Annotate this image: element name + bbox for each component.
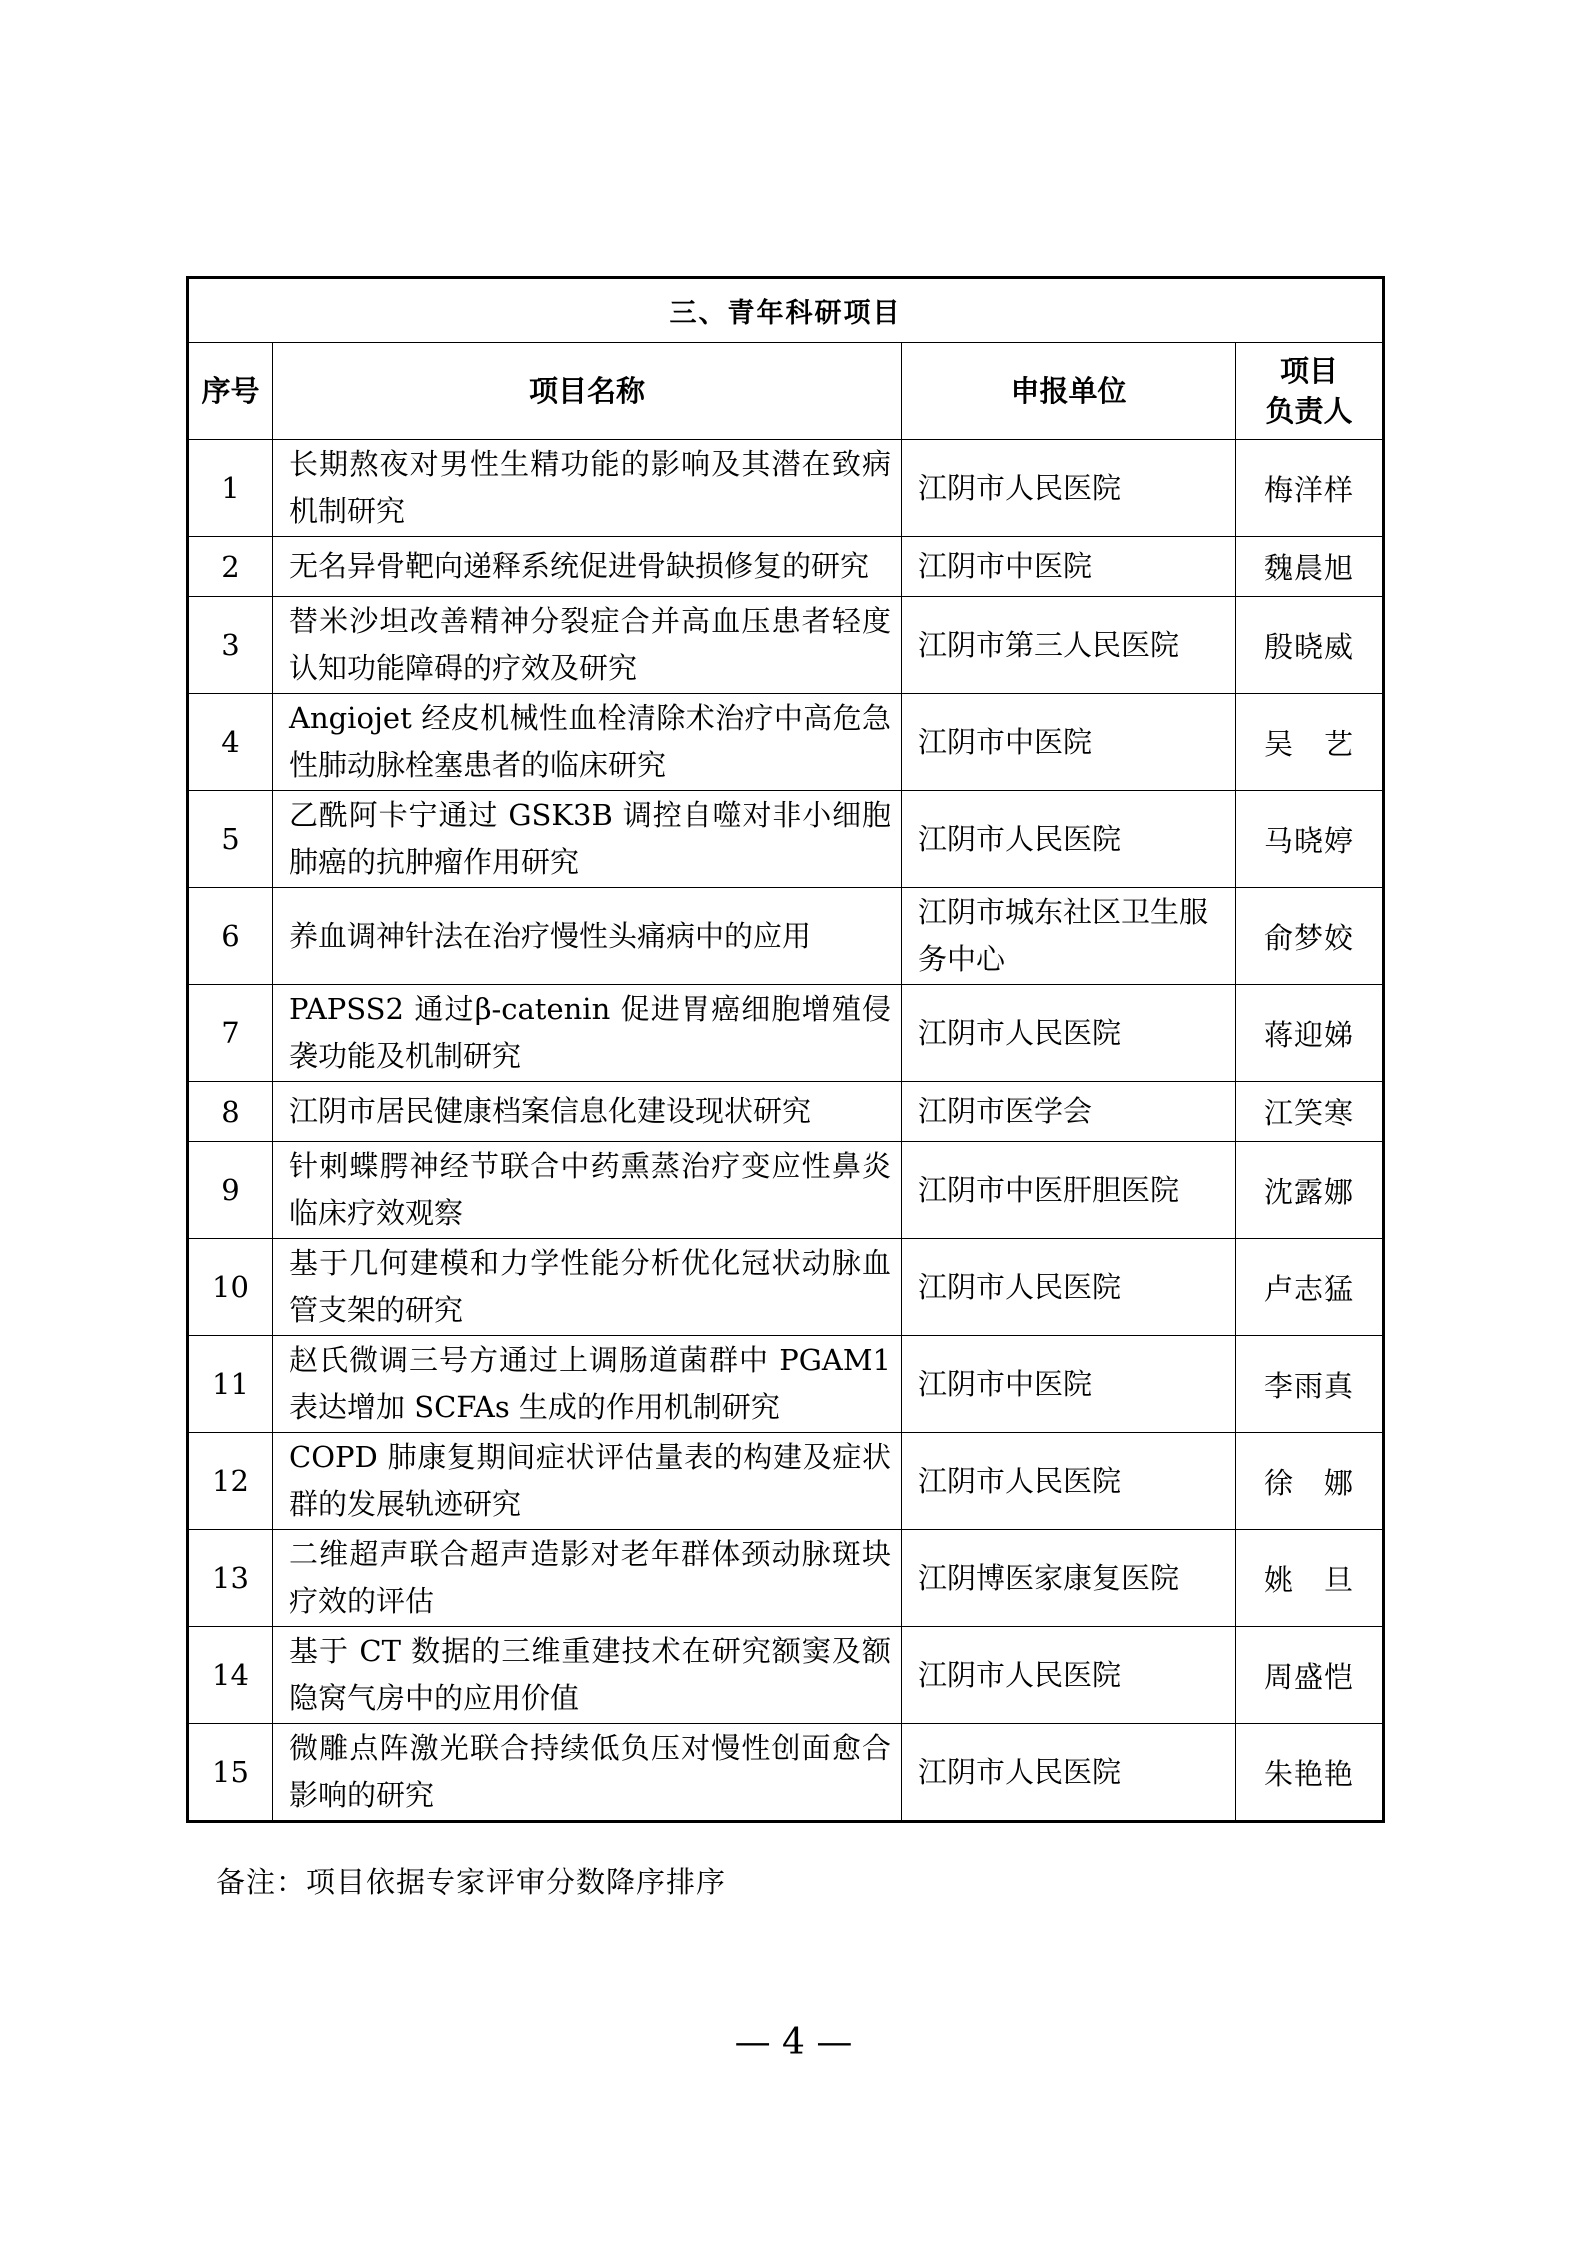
row-person: 殷晓威: [1236, 597, 1384, 694]
row-index: 11: [188, 1336, 273, 1433]
row-project-name: 无名异骨靶向递释系统促进骨缺损修复的研究: [273, 537, 902, 597]
header-project-name: 项目名称: [273, 343, 902, 440]
row-person: 魏晨旭: [1236, 537, 1384, 597]
row-applicant-unit: 江阴博医家康复医院: [902, 1530, 1236, 1627]
table-row: [188, 791, 1384, 888]
row-person: 姚 旦: [1236, 1530, 1384, 1627]
row-person: 李雨真: [1236, 1336, 1384, 1433]
row-project-name: 基于 CT 数据的三维重建技术在研究额窦及额隐窝气房中的应用价值: [273, 1627, 902, 1724]
row-applicant-unit: 江阴市中医肝胆医院: [902, 1142, 1236, 1239]
row-index: 9: [188, 1142, 273, 1239]
row-person: 徐 娜: [1236, 1433, 1384, 1530]
row-person: 周盛恺: [1236, 1627, 1384, 1724]
row-project-name: 基于几何建模和力学性能分析优化冠状动脉血管支架的研究: [273, 1239, 902, 1336]
row-index: 10: [188, 1239, 273, 1336]
row-applicant-unit: 江阴市城东社区卫生服务中心: [902, 888, 1236, 985]
row-project-name: COPD 肺康复期间症状评估量表的构建及症状群的发展轨迹研究: [273, 1433, 902, 1530]
row-project-name: 针刺蝶腭神经节联合中药熏蒸治疗变应性鼻炎临床疗效观察: [273, 1142, 902, 1239]
row-applicant-unit: 江阴市中医院: [902, 694, 1236, 791]
row-applicant-unit: 江阴市人民医院: [902, 1724, 1236, 1822]
row-index: 8: [188, 1082, 273, 1142]
row-index: 5: [188, 791, 273, 888]
table-row: [188, 440, 1384, 537]
row-person: 朱艳艳: [1236, 1724, 1384, 1822]
table-row: [188, 1082, 1384, 1142]
row-applicant-unit: 江阴市人民医院: [902, 440, 1236, 537]
row-applicant-unit: 江阴市人民医院: [902, 1433, 1236, 1530]
row-applicant-unit: 江阴市人民医院: [902, 1239, 1236, 1336]
header-person-in-charge: [1236, 343, 1384, 440]
row-index: 1: [188, 440, 273, 537]
section-title: 三、青年科研项目: [188, 278, 1384, 343]
header-person-line2: 负责人: [1265, 394, 1353, 428]
row-applicant-unit: 江阴市医学会: [902, 1082, 1236, 1142]
table-row: [188, 1336, 1384, 1433]
row-index: 2: [188, 537, 273, 597]
row-project-name: 江阴市居民健康档案信息化建设现状研究: [273, 1082, 902, 1142]
row-person: 江笑寒: [1236, 1082, 1384, 1142]
row-person: 卢志猛: [1236, 1239, 1384, 1336]
row-person: 蒋迎娣: [1236, 985, 1384, 1082]
row-person: 沈露娜: [1236, 1142, 1384, 1239]
row-index: 4: [188, 694, 273, 791]
row-applicant-unit: 江阴市人民医院: [902, 1627, 1236, 1724]
table-row: [188, 597, 1384, 694]
header-index: 序号: [188, 343, 273, 440]
row-project-name: PAPSS2 通过β-catenin 促进胃癌细胞增殖侵袭功能及机制研究: [273, 985, 902, 1082]
row-project-name: 微雕点阵激光联合持续低负压对慢性创面愈合影响的研究: [273, 1724, 902, 1822]
row-applicant-unit: 江阴市中医院: [902, 537, 1236, 597]
row-applicant-unit: 江阴市人民医院: [902, 985, 1236, 1082]
header-applicant-unit: 申报单位: [902, 343, 1236, 440]
row-index: 3: [188, 597, 273, 694]
row-person: 梅洋样: [1236, 440, 1384, 537]
row-index: 15: [188, 1724, 273, 1822]
page-number: — 4 —: [734, 2022, 853, 2063]
row-project-name: 乙酰阿卡宁通过 GSK3B 调控自噬对非小细胞肺癌的抗肿瘤作用研究: [273, 791, 902, 888]
row-project-name: Angiojet 经皮机械性血栓清除术治疗中高危急性肺动脉栓塞患者的临床研究: [273, 694, 902, 791]
table-row: [188, 1433, 1384, 1530]
header-person-line1: 项目: [1279, 354, 1338, 388]
row-index: 7: [188, 985, 273, 1082]
row-index: 12: [188, 1433, 273, 1530]
table-row: [188, 694, 1384, 791]
table-row: [188, 1724, 1384, 1822]
row-index: 13: [188, 1530, 273, 1627]
row-index: 6: [188, 888, 273, 985]
row-applicant-unit: 江阴市中医院: [902, 1336, 1236, 1433]
table-row: [188, 1627, 1384, 1724]
row-applicant-unit: 江阴市第三人民医院: [902, 597, 1236, 694]
row-project-name: 养血调神针法在治疗慢性头痛病中的应用: [273, 888, 902, 985]
row-person: 俞梦姣: [1236, 888, 1384, 985]
row-project-name: 替米沙坦改善精神分裂症合并高血压患者轻度认知功能障碍的疗效及研究: [273, 597, 902, 694]
table-row: [188, 985, 1384, 1082]
row-project-name: 长期熬夜对男性生精功能的影响及其潜在致病机制研究: [273, 440, 902, 537]
table-row: [188, 1142, 1384, 1239]
row-index: 14: [188, 1627, 273, 1724]
youth-research-projects-table: [186, 276, 1385, 1823]
row-person: 吴 艺: [1236, 694, 1384, 791]
row-person: 马晓婷: [1236, 791, 1384, 888]
remark-note: 备注：项目依据专家评审分数降序排序: [216, 1865, 727, 1899]
table-row: [188, 1530, 1384, 1627]
row-project-name: 赵氏微调三号方通过上调肠道菌群中 PGAM1 表达增加 SCFAs 生成的作用机制研究: [273, 1336, 902, 1433]
table-row: [188, 888, 1384, 985]
row-applicant-unit: 江阴市人民医院: [902, 791, 1236, 888]
table-row: [188, 537, 1384, 597]
table-row: [188, 1239, 1384, 1336]
row-project-name: 二维超声联合超声造影对老年群体颈动脉斑块疗效的评估: [273, 1530, 902, 1627]
